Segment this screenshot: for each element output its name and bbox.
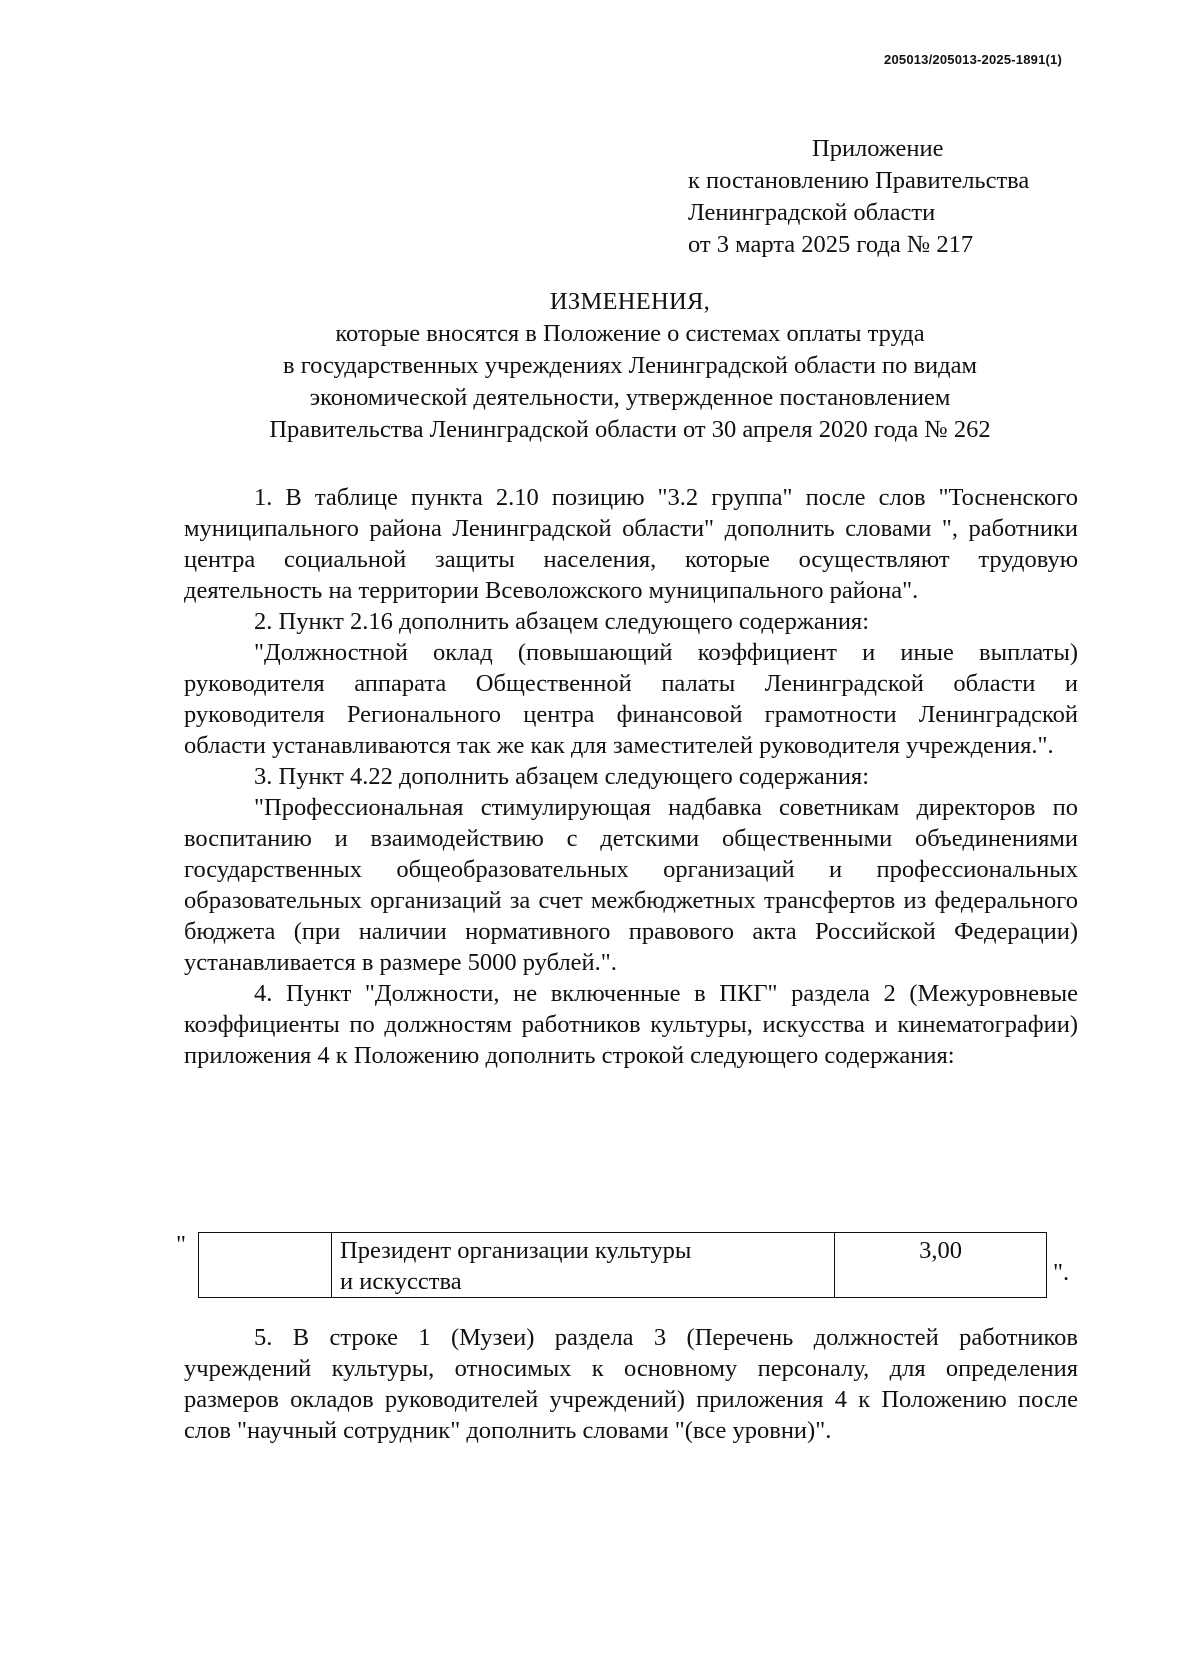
table-row [199, 1233, 1047, 1298]
paragraph-5: 5. В строке 1 (Музеи) раздела 3 (Перечень должностей работников учреждений культуры, относимых к основному персоналу, для определения размеров окладов руководителей учреждений) приложения 4 к Положению после слов "научный сотрудник" дополнить словами "(все уровни)". [184, 1324, 1078, 1444]
amendment-table-block [176, 1232, 1080, 1302]
paragraph-3: 3. Пункт 4.22 дополнить абзацем следующего содержания: [254, 763, 870, 790]
document-title: ИЗМЕНЕНИЯ, [549, 288, 711, 315]
table-cell-position [332, 1233, 835, 1298]
appendix-line: от 3 марта 2025 года № 217 [688, 231, 974, 258]
paragraph-2-quote: "Должностной оклад (повышающий коэффициент и иные выплаты) руководителя аппарата Общественной палаты Ленинградской области и руководителя Регионального центра финансовой грамотности Ленинградской области устанавливаются так же как для заместителей руководителя учреждения.". [184, 639, 1078, 759]
paragraph-1: 1. В таблице пункта 2.10 позицию "3.2 группа" после слов "Тосненского муниципального района Ленинградской области" дополнить словами ", работники центра социальной защиты населения, которые осуществляют трудовую деятельность на территории Всеволожского муниципального района". [184, 484, 1078, 604]
amendment-table [198, 1232, 1047, 1298]
subtitle-line: которые вносятся в Положение о системах оплаты труда [335, 320, 925, 347]
subtitle-line: Правительства Ленинградской области от 30 апреля 2020 года № 262 [269, 416, 991, 443]
document-body-continued [184, 1322, 1078, 1446]
paragraph-2: 2. Пункт 2.16 дополнить абзацем следующего содержания: [254, 608, 870, 635]
paragraph-4: 4. Пункт "Должности, не включенные в ПКГ" раздела 2 (Межуровневые коэффициенты по должностям работников культуры, искусства и кинематографии) приложения 4 к Положению дополнить строкой следующего содержания: [184, 980, 1078, 1069]
appendix-line: к постановлению Правительства [688, 167, 1030, 194]
table-quote-close: ". [1053, 1259, 1070, 1286]
document-body [184, 482, 1078, 1071]
document-heading [180, 286, 1080, 446]
appendix-header [688, 133, 1029, 261]
appendix-line: Ленинградской области [688, 199, 936, 226]
table-quote-open: " [176, 1231, 187, 1258]
position-line: и искусства [340, 1268, 462, 1295]
paragraph-3-quote: "Профессиональная стимулирующая надбавка советникам директоров по воспитанию и взаимодействию с детскими общественными объединениями государственных общеобразовательных организаций и профессиональных образовательных организаций за счет межбюджетных трансфертов из федерального бюджета (при наличии нормативного правового акта Российской Федерации) устанавливается в размере 5000 рублей.". [184, 794, 1078, 976]
appendix-line: Приложение [812, 135, 944, 162]
table-cell-coefficient: 3,00 [835, 1233, 1047, 1298]
position-line: Президент организации культуры [340, 1237, 692, 1264]
table-cell-empty [199, 1233, 332, 1298]
subtitle-line: в государственных учреждениях Ленинградской области по видам [283, 352, 977, 379]
subtitle-line: экономической деятельности, утвержденное постановлением [309, 384, 951, 411]
document-id: 205013/205013-2025-1891(1) [884, 52, 1062, 67]
